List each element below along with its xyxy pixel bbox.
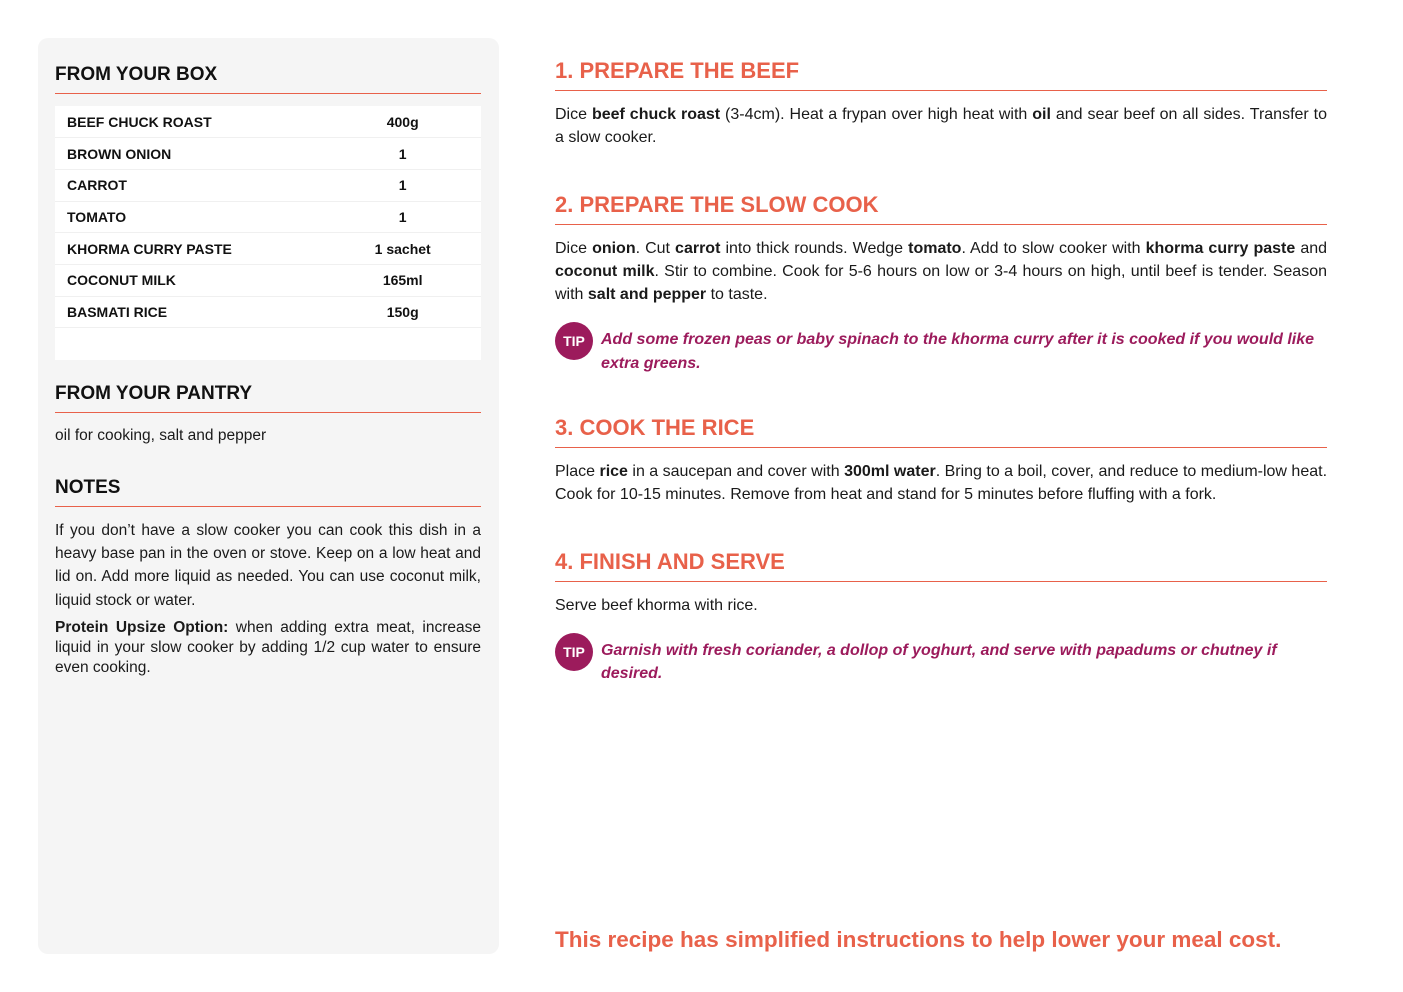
table-row [55, 233, 481, 265]
upsize-text: when adding extra meat, increase liquid in your slow cooker by adding 1/2 cup water to ensure even cooking. [55, 619, 481, 676]
text-run: . Bring to a boil, cover, and reduce to medium-low heat. Cook for 10-15 minutes. Remove from heat and stand for 5 minutes before fluffing with a fork. [555, 463, 1328, 504]
ingredients-table [55, 106, 481, 360]
ingredient-name: CARROT [55, 169, 324, 201]
ingredient-name: BASMATI RICE [55, 296, 324, 328]
text-bold: khorma curry paste [1145, 239, 1296, 257]
ingredient-qty: 1 [324, 138, 481, 170]
step-title: 2. PREPARE THE SLOW COOK [555, 192, 1327, 225]
text-bold: salt and pepper [587, 286, 707, 304]
text-bold: 300ml water [844, 463, 936, 481]
text-run: . Cut [635, 239, 676, 257]
table-row [55, 264, 481, 296]
step-text: Serve beef khorma with rice. [555, 596, 758, 614]
notes-text: If you don’t have a slow cooker you can cook this dish in a heavy base pan in the oven or stove. Keep on a low heat and lid on. Add more liquid as needed. You can use coconut milk, liquid stock or water. [55, 521, 481, 609]
table-row-empty [55, 328, 481, 360]
tip-text: Add some frozen peas or baby spinach to the khorma curry after it is cooked if you would like extra greens. [601, 331, 1315, 372]
text-run: and sear beef on all sides. Transfer to a slow cooker. [555, 106, 1328, 147]
step-title: 3. COOK THE RICE [555, 415, 1327, 448]
text-bold: onion [592, 239, 636, 257]
table-row [55, 201, 481, 233]
ingredient-name: COCONUT MILK [55, 264, 324, 296]
text-run: in a saucepan and cover with [627, 463, 845, 481]
footer-note: This recipe has simplified instructions to help lower your meal cost. [555, 927, 1282, 952]
ingredient-name: BEEF CHUCK ROAST [55, 106, 324, 138]
ingredient-qty: 150g [324, 296, 481, 328]
table-row [55, 296, 481, 328]
tip-badge: TIP [555, 322, 593, 360]
ingredient-name: BROWN ONION [55, 138, 324, 170]
tip-box [555, 328, 1327, 375]
text-run: into thick rounds. Wedge [720, 239, 909, 257]
step-text [555, 460, 1327, 507]
step-4 [555, 549, 1327, 686]
pantry-text: oil for cooking, salt and pepper [55, 426, 267, 444]
protein-upsize-note [55, 618, 481, 678]
text-run: Dice [555, 106, 592, 123]
ingredient-qty: 1 [324, 201, 481, 233]
ingredient-name: KHORMA CURRY PASTE [55, 233, 324, 265]
step-2 [555, 192, 1327, 375]
from-your-pantry-heading: FROM YOUR PANTRY [55, 383, 481, 413]
ingredient-qty: 165ml [324, 264, 481, 296]
text-bold: coconut milk [555, 262, 655, 280]
method-steps [555, 58, 1327, 686]
step-title: 4. FINISH AND SERVE [555, 549, 1327, 582]
text-run: Dice [555, 239, 593, 257]
step-text [555, 237, 1327, 307]
text-bold: rice [599, 463, 628, 481]
text-bold: carrot [675, 239, 721, 257]
table-row [55, 169, 481, 201]
ingredient-name: TOMATO [55, 201, 324, 233]
text-run: (3-4cm). Heat a frypan over high heat with [720, 106, 1033, 123]
step-3 [555, 415, 1327, 507]
tip-text: Garnish with fresh coriander, a dollop of yoghurt, and serve with papadums or chutney if desired. [601, 641, 1277, 683]
ingredient-qty: 1 [324, 169, 481, 201]
text-run: . Add to slow cooker with [961, 239, 1146, 257]
text-run: . Stir to combine. Cook for 5-6 hours on low or 3-4 hours on high, until beef is tender. Season with [555, 262, 1327, 304]
step-title: 1. PREPARE THE BEEF [555, 58, 1327, 91]
table-row [55, 106, 481, 138]
ingredient-qty: 400g [324, 106, 481, 138]
ingredient-qty: 1 sachet [324, 233, 481, 265]
upsize-label: Protein Upsize Option: [55, 619, 229, 636]
notes-heading: NOTES [55, 477, 481, 507]
text-run: to taste. [706, 286, 768, 304]
text-run: Place [555, 463, 600, 481]
tip-badge: TIP [555, 633, 593, 671]
text-run: and [1295, 239, 1328, 257]
step-text [555, 103, 1327, 150]
from-your-box-heading: FROM YOUR BOX [55, 64, 481, 94]
step-1 [555, 58, 1327, 150]
table-row [55, 138, 481, 170]
ingredients-sidebar [38, 38, 499, 954]
text-bold: tomato [908, 239, 962, 257]
text-bold: beef chuck roast [591, 106, 721, 123]
tip-box [555, 639, 1327, 686]
text-bold: oil [1032, 106, 1051, 123]
